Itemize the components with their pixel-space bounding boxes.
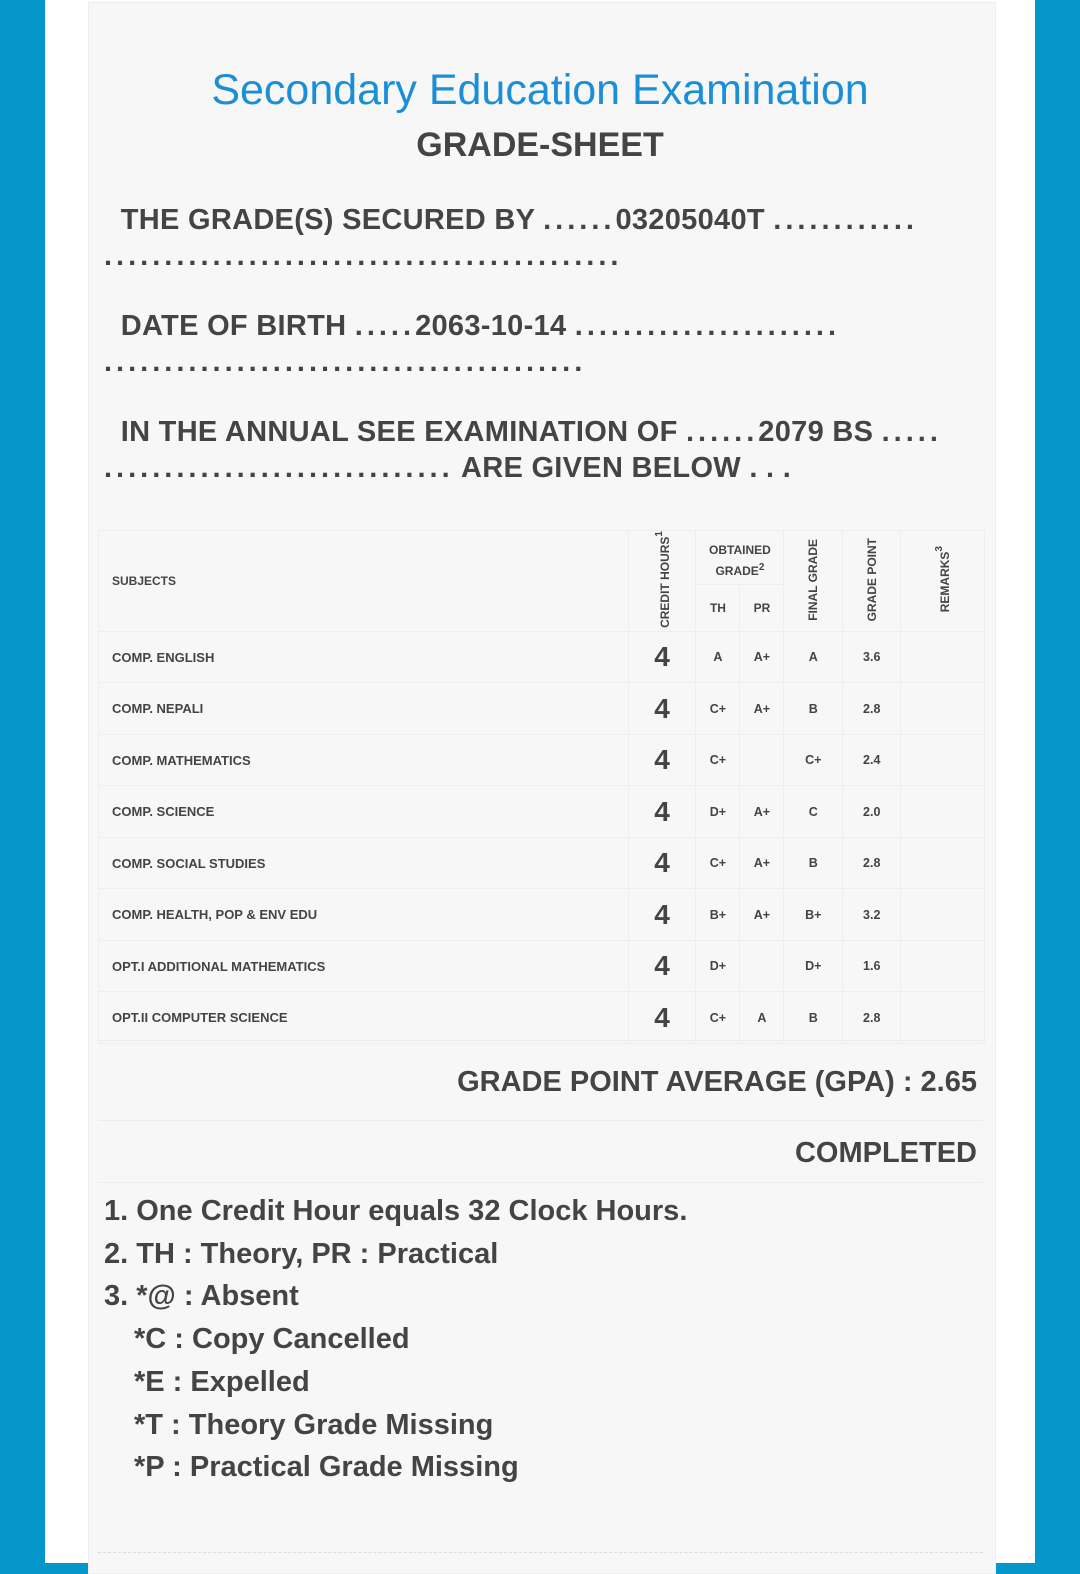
remarks-cell <box>901 837 985 889</box>
pr-grade-cell: A+ <box>740 683 784 735</box>
subject-cell: OPT.II COMPUTER SCIENCE <box>99 992 629 1044</box>
secured-by-line: THE GRADE(S) SECURED BY ......03205040T ............ ........................................... <box>104 204 918 272</box>
exam-year: 2079 BS <box>758 416 874 448</box>
grade-point-cell: 2.8 <box>843 992 901 1044</box>
final-grade-cell: B <box>784 837 843 889</box>
exam-label: IN THE ANNUAL SEE EXAMINATION OF <box>120 416 678 448</box>
header-final-grade: FINAL GRADE <box>784 531 843 632</box>
grade-point-cell: 2.8 <box>843 683 901 735</box>
gpa: GRADE POINT AVERAGE (GPA) : 2.65 <box>457 1066 977 1098</box>
grade-point-cell: 1.6 <box>843 940 901 992</box>
pr-grade-cell <box>740 734 784 786</box>
note: 1. One Credit Hour equals 32 Clock Hours. <box>104 1195 688 1227</box>
note: *E : Expelled <box>134 1365 310 1398</box>
table-row <box>99 889 985 941</box>
divider <box>98 1120 983 1121</box>
th-grade-cell: C+ <box>696 837 740 889</box>
pr-grade-cell: A+ <box>740 837 784 889</box>
notes-list <box>104 1190 687 1489</box>
grade-point-cell: 3.6 <box>843 631 901 683</box>
credit-hours-cell: 4 <box>628 889 696 941</box>
credit-hours-cell: 4 <box>628 992 696 1044</box>
subject-cell: COMP. NEPALI <box>99 683 629 735</box>
table-row <box>99 992 985 1044</box>
dob-value: 2063-10-14 <box>415 310 567 342</box>
final-grade-cell: D+ <box>784 940 843 992</box>
th-grade-cell: C+ <box>696 683 740 735</box>
th-grade-cell: D+ <box>696 786 740 838</box>
subject-cell: COMP. SCIENCE <box>99 786 629 838</box>
divider <box>98 1182 983 1183</box>
th-grade-cell: C+ <box>696 734 740 786</box>
remarks-cell <box>901 786 985 838</box>
note: *P : Practical Grade Missing <box>134 1451 519 1484</box>
final-grade-cell: B <box>784 992 843 1044</box>
pr-grade-cell: A+ <box>740 786 784 838</box>
remarks-cell <box>901 889 985 941</box>
credit-hours-cell: 4 <box>628 631 696 683</box>
final-grade-cell: B+ <box>784 889 843 941</box>
exam-title: Secondary Education Examination <box>211 66 869 114</box>
table-row <box>99 786 985 838</box>
table-row <box>99 734 985 786</box>
table-row <box>99 940 985 992</box>
table-row <box>99 837 985 889</box>
th-grade-cell: B+ <box>696 889 740 941</box>
pr-grade-cell: A <box>740 992 784 1044</box>
table-row <box>99 631 985 683</box>
subject-cell: COMP. SOCIAL STUDIES <box>99 837 629 889</box>
note: *T : Theory Grade Missing <box>134 1408 494 1441</box>
grade-point-cell: 2.8 <box>843 837 901 889</box>
th-grade-cell: C+ <box>696 992 740 1044</box>
grade-point-cell: 2.4 <box>843 734 901 786</box>
header-subjects: SUBJECTS <box>99 531 629 632</box>
pr-grade-cell: A+ <box>740 889 784 941</box>
note: 2. TH : Theory, PR : Practical <box>104 1237 499 1270</box>
th-grade-cell: D+ <box>696 940 740 992</box>
symbol-number: 03205040T <box>615 204 765 236</box>
subject-cell: OPT.I ADDITIONAL MATHEMATICS <box>99 940 629 992</box>
credit-hours-cell: 4 <box>628 683 696 735</box>
pr-grade-cell: A+ <box>740 631 784 683</box>
grades-table <box>98 530 985 1044</box>
subject-cell: COMP. MATHEMATICS <box>99 734 629 786</box>
remarks-cell <box>901 734 985 786</box>
grade-point-cell: 2.0 <box>843 786 901 838</box>
note: 3. *@ : Absent <box>104 1280 299 1313</box>
grade-sheet-heading: GRADE-SHEET <box>416 126 664 164</box>
credit-hours-cell: 4 <box>628 837 696 889</box>
header-th: TH <box>696 584 740 631</box>
final-grade-cell: C <box>784 786 843 838</box>
subject-cell: COMP. ENGLISH <box>99 631 629 683</box>
credit-hours-cell: 4 <box>628 786 696 838</box>
remarks-cell <box>901 683 985 735</box>
header-credit-hours: CREDIT HOURS$^1$ <box>628 531 696 632</box>
result-status: COMPLETED <box>794 1137 977 1169</box>
header-grade-point: GRADE POINT <box>843 531 901 632</box>
grade-point-cell: 3.2 <box>843 889 901 941</box>
divider <box>98 1040 983 1041</box>
final-grade-cell: A <box>784 631 843 683</box>
th-grade-cell: A <box>696 631 740 683</box>
divider <box>98 1552 983 1553</box>
subject-cell: COMP. HEALTH, POP & ENV EDU <box>99 889 629 941</box>
pr-grade-cell <box>740 940 784 992</box>
header-obtained-grade: OBTAINED GRADE$^2$ <box>696 531 784 585</box>
note: *C : Copy Cancelled <box>134 1323 410 1356</box>
exam-line: IN THE ANNUAL SEE EXAMINATION OF ......2079 BS ..... ............................. ARE GIVEN BELOW . . . <box>104 416 942 484</box>
dob-label: DATE OF BIRTH <box>120 310 347 342</box>
header-remarks: REMARKS$^3$ <box>901 531 985 632</box>
dob-line: DATE OF BIRTH .....2063-10-14 ...................... ........................................ <box>104 310 841 378</box>
given-below-text: ARE GIVEN BELOW . . . <box>460 452 792 484</box>
final-grade-cell: B <box>784 683 843 735</box>
credit-hours-cell: 4 <box>628 940 696 992</box>
credit-hours-cell: 4 <box>628 734 696 786</box>
header-pr: PR <box>740 584 784 631</box>
final-grade-cell: C+ <box>784 734 843 786</box>
table-row <box>99 683 985 735</box>
remarks-cell <box>901 631 985 683</box>
remarks-cell <box>901 940 985 992</box>
remarks-cell <box>901 992 985 1044</box>
secured-by-label: THE GRADE(S) SECURED BY <box>120 204 535 236</box>
